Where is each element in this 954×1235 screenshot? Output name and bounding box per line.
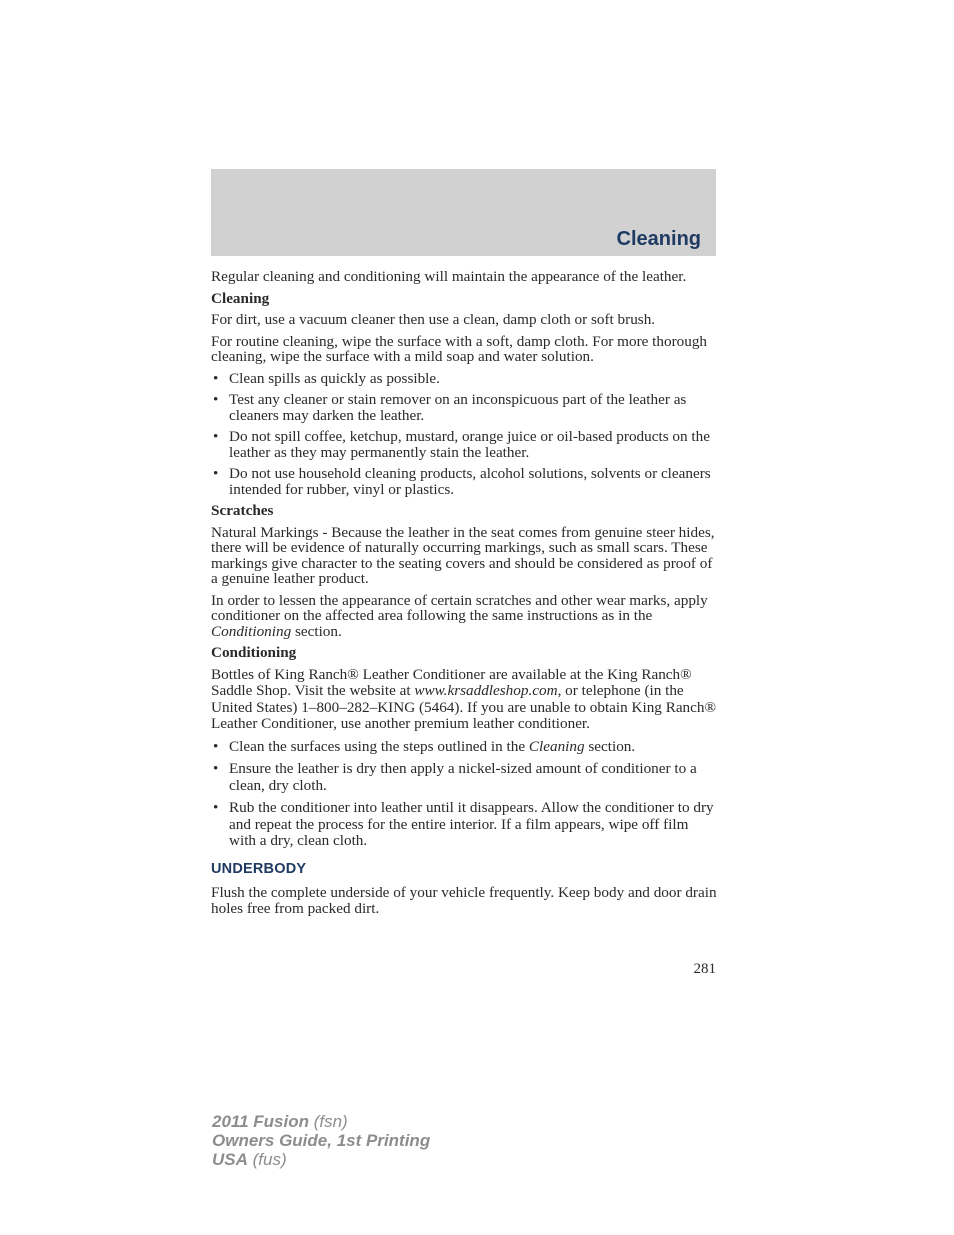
list-item: • Do not use household cleaning products, alcohol solutions, solvents or cleaners intended for rubber, vinyl or plastics. (213, 465, 711, 498)
footer-line-region: USA (fus) (212, 1150, 287, 1169)
list-item: • Test any cleaner or stain remover on an inconspicuous part of the leather as cleaners may darken the leather. (213, 391, 687, 424)
bullet-icon: • (213, 737, 219, 755)
footer (212, 1112, 430, 1169)
footer-line-model: 2011 Fusion (fsn) (212, 1112, 348, 1131)
page-content (211, 269, 717, 922)
list-item: • Clean spills as quickly as possible. (213, 369, 440, 387)
scratches-paragraph-1: Natural Markings - Because the leather in the seat comes from genuine steer hides, there will be evidence of naturally occurring markings, such as small scars. These markings give character to the seating covers and should be considered as proof of a genuine leather product. (211, 523, 715, 587)
intro-paragraph: Regular cleaning and conditioning will maintain the appearance of the leather. (211, 268, 687, 285)
scratches-heading: Scratches (211, 502, 274, 519)
bullet-icon: • (213, 799, 219, 816)
cleaning-paragraph-2: For routine cleaning, wipe the surface with a soft, damp cloth. For more thorough cleaning, wipe the surface with a mild soap and water solution. (211, 332, 708, 365)
footer-line-guide: Owners Guide, 1st Printing (212, 1131, 431, 1150)
underbody-heading: UNDERBODY (211, 860, 307, 877)
bullet-icon: • (213, 391, 219, 408)
underbody-paragraph: Flush the complete underside of your vehicle frequently. Keep body and door drain holes free from packed dirt. (211, 884, 717, 917)
conditioning-paragraph: Bottles of King Ranch® Leather Conditioner are available at the King Ranch® Saddle Shop. Visit the website at www.krsaddleshop.com, or telephone (in the United States) 1–800–282–KING (5464). If you are unable to obtain King Ranch® Leather Conditioner, use another premium leather conditioner. (211, 665, 717, 732)
cleaning-heading: Cleaning (211, 289, 270, 307)
bullet-icon: • (213, 428, 219, 445)
bullet-icon: • (213, 369, 219, 387)
list-item: • Clean the surfaces using the steps outlined in the Cleaning section. (213, 737, 636, 755)
cleaning-bullet-list (211, 371, 717, 498)
scratches-paragraph-2: In order to lessen the appearance of certain scratches and other wear marks, apply conditioner on the affected area following the same instructions as in the Conditioning section. (211, 591, 708, 640)
page-number: 281 (693, 961, 716, 977)
cleaning-reference: Cleaning (528, 737, 585, 755)
bullet-icon: • (213, 760, 219, 777)
bullet-icon: • (213, 465, 219, 482)
section-header-band (211, 169, 716, 256)
list-item: • Rub the conditioner into leather until it disappears. Allow the conditioner to dry and repeat the process for the entire interior. If a film appears, wipe off film with a dry, clean cloth. (213, 799, 714, 849)
conditioning-heading: Conditioning (211, 644, 297, 661)
list-item: • Ensure the leather is dry then apply a nickel-sized amount of conditioner to a clean, dry cloth. (213, 760, 697, 794)
section-title: Cleaning (616, 228, 701, 250)
conditioning-reference: Conditioning (211, 622, 292, 640)
conditioning-bullet-list (211, 739, 717, 850)
website-link: www.krsaddleshop.com (414, 682, 558, 699)
cleaning-paragraph-1: For dirt, use a vacuum cleaner then use a clean, damp cloth or soft brush. (211, 311, 656, 328)
list-item: • Do not spill coffee, ketchup, mustard, orange juice or oil-based products on the leather as they may permanently stain the leather. (213, 428, 710, 461)
